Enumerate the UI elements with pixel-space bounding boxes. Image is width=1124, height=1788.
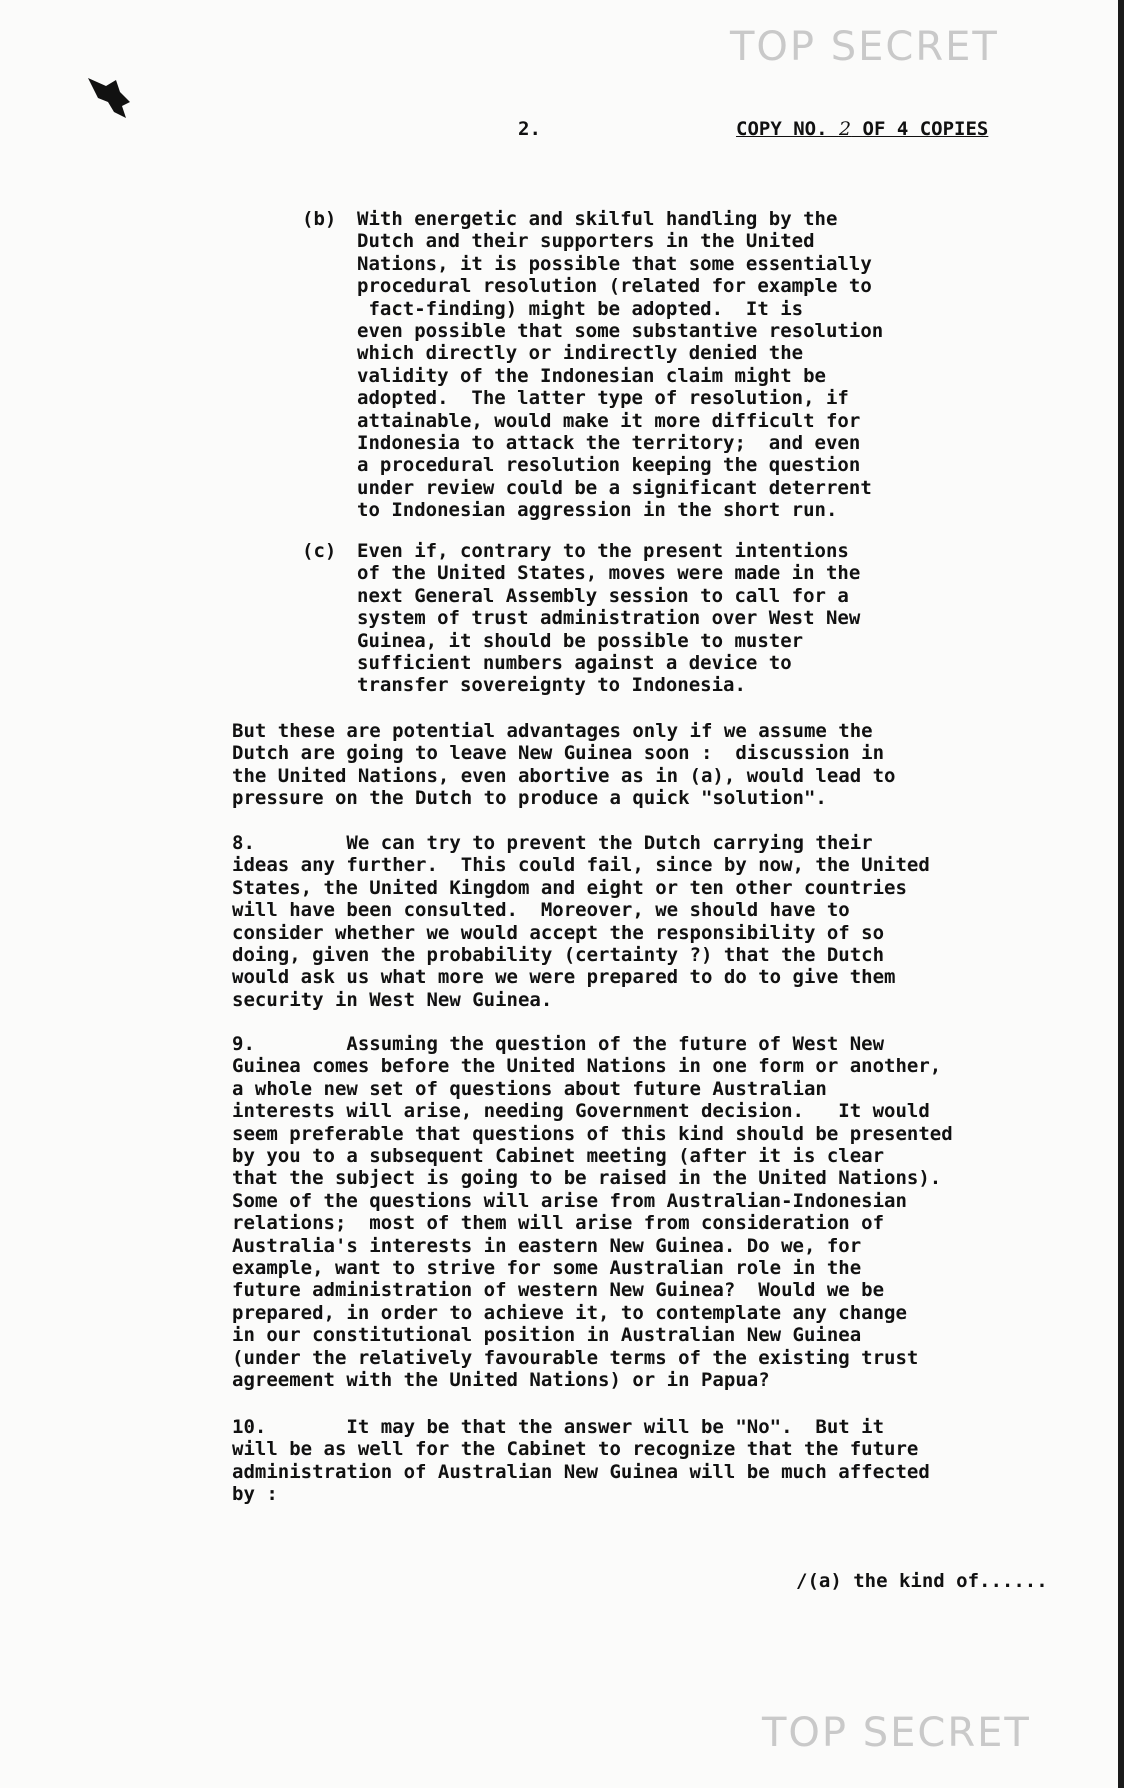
copy-handwritten-number: 2 xyxy=(838,118,852,140)
item-b-label: (b) xyxy=(302,208,337,230)
ink-blot-mark xyxy=(86,72,132,122)
top-secret-stamp-bottom: TOP SECRET xyxy=(762,1710,1031,1756)
paragraph-8: 8. We can try to prevent the Dutch carrying their ideas any further. This could fail, since by now, the United States, the United Kingdom and eight or ten other countries will have been consulted. Moreover, we should have to consider whether we would accept the responsibility of so doing, given the probability (certainty ?) that the Dutch would ask us what more we were prepared to do to give them security in West New Guinea. xyxy=(232,832,930,1011)
item-b-text: With energetic and skilful handling by the Dutch and their supporters in the United Nations, it is possible that some essentially procedural resolution (related for example to fact-finding) might be adopted. It is even possible that some substantive resolution which directly or indirectly denied the validity of the Indonesian claim might be adopted. The latter type of resolution, if attainable, would make it more difficult for Indonesia to attack the territory; and even a procedural resolution keeping the question under review could be a significant deterrent to Indonesian aggression in the short run. xyxy=(357,208,884,522)
copy-number-line xyxy=(736,118,988,140)
paragraph-potential-advantages: But these are potential advantages only if we assume the Dutch are going to leave New Guinea soon : discussion in the United Nations, even abortive as in (a), would lead to pressure on the Dutch to produce a quick "solution". xyxy=(232,720,896,810)
page-number: 2. xyxy=(518,118,541,140)
copy-prefix: COPY NO. xyxy=(736,118,828,140)
copy-suffix: OF 4 COPIES xyxy=(862,118,989,140)
paragraph-10: 10. It may be that the answer will be "No". But it will be as well for the Cabinet to recognize that the future administration of Australian New Guinea will be much affected by : xyxy=(232,1416,930,1506)
item-c-label: (c) xyxy=(302,540,337,562)
item-c-text: Even if, contrary to the present intentions of the United States, moves were made in the next General Assembly session to call for a system of trust administration over West New Guinea, it should be possible to muster sufficient numbers against a device to transfer sovereignty to Indonesia. xyxy=(357,540,861,697)
top-secret-stamp-top: TOP SECRET xyxy=(730,24,999,70)
paragraph-9: 9. Assuming the question of the future of West New Guinea comes before the United Nations in one form or another, a whole new set of questions about future Australian interests will arise, needing Government decision. It would seem preferable that questions of this kind should be presented by you to a subsequent Cabinet meeting (after it is clear that the subject is going to be raised in the United Nations). Some of the questions will arise from Australian-Indonesian relations; most of them will arise from consideration of Australia's interests in eastern New Guinea. Do we, for example, want to strive for some Australian role in the future administration of western New Guinea? Would we be prepared, in order to achieve it, to contemplate any change in our constitutional position in Australian New Guinea (under the relatively favourable terms of the existing trust agreement with the United Nations) or in Papua? xyxy=(232,1033,953,1392)
continuation-note: /(a) the kind of...... xyxy=(796,1570,1048,1592)
